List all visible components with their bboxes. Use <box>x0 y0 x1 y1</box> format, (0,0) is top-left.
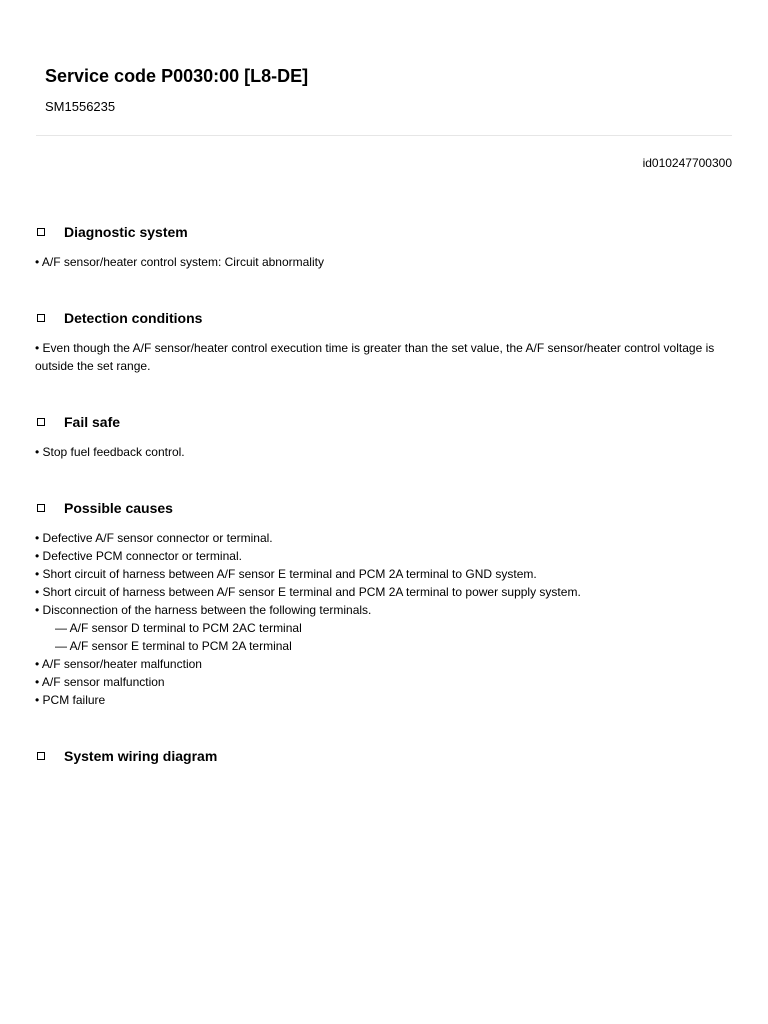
section-heading <box>35 308 732 328</box>
section-title: Diagnostic system <box>64 224 188 240</box>
section-diagnostic-system <box>35 222 732 271</box>
list-item: • A/F sensor/heater control system: Circuit abnormality <box>35 255 324 269</box>
section-body <box>35 253 732 271</box>
service-manual-code: SM1556235 <box>45 99 116 114</box>
section-title: Possible causes <box>64 500 173 516</box>
section-title: Detection conditions <box>64 310 203 326</box>
list-item: • Defective PCM connector or terminal. <box>35 549 242 563</box>
section-possible-causes <box>35 498 732 709</box>
list-item: • Even though the A/F sensor/heater control execution time is greater than the set value, the A/F sensor/heater control voltage is outside the set range. <box>35 341 715 373</box>
section-body <box>35 443 732 461</box>
list-item: • PCM failure <box>35 693 106 707</box>
page-title: Service code P0030:00 [L8-DE] <box>45 66 309 86</box>
list-item: • Disconnection of the harness between the following terminals. <box>35 603 372 617</box>
square-bullet-icon <box>37 228 45 236</box>
list-item: • Short circuit of harness between A/F sensor E terminal and PCM 2A terminal to GND system. <box>35 567 537 581</box>
section-title: Fail safe <box>64 414 121 430</box>
list-item: • Defective A/F sensor connector or terminal. <box>35 531 273 545</box>
square-bullet-icon <box>37 314 45 322</box>
section-body <box>35 339 732 375</box>
section-heading <box>35 222 732 242</box>
sub-list-item: — A/F sensor D terminal to PCM 2AC terminal <box>55 621 302 635</box>
header-divider <box>36 135 732 136</box>
square-bullet-icon <box>37 504 45 512</box>
section-heading <box>35 746 732 766</box>
document-id: id010247700300 <box>642 156 732 170</box>
section-body <box>35 529 732 709</box>
list-item: • Short circuit of harness between A/F sensor E terminal and PCM 2A terminal to power supply system. <box>35 585 581 599</box>
sub-list-item: — A/F sensor E terminal to PCM 2A terminal <box>55 639 292 653</box>
section-heading <box>35 498 732 518</box>
section-heading <box>35 412 732 432</box>
document-content <box>35 222 732 766</box>
list-item: • A/F sensor malfunction <box>35 675 165 689</box>
list-item: • Stop fuel feedback control. <box>35 445 185 459</box>
page-header <box>45 63 735 115</box>
square-bullet-icon <box>37 752 45 760</box>
square-bullet-icon <box>37 418 45 426</box>
section-fail-safe <box>35 412 732 461</box>
section-detection-conditions <box>35 308 732 375</box>
section-title: System wiring diagram <box>64 748 218 764</box>
list-item: • A/F sensor/heater malfunction <box>35 657 202 671</box>
section-system-wiring-diagram <box>35 746 732 766</box>
